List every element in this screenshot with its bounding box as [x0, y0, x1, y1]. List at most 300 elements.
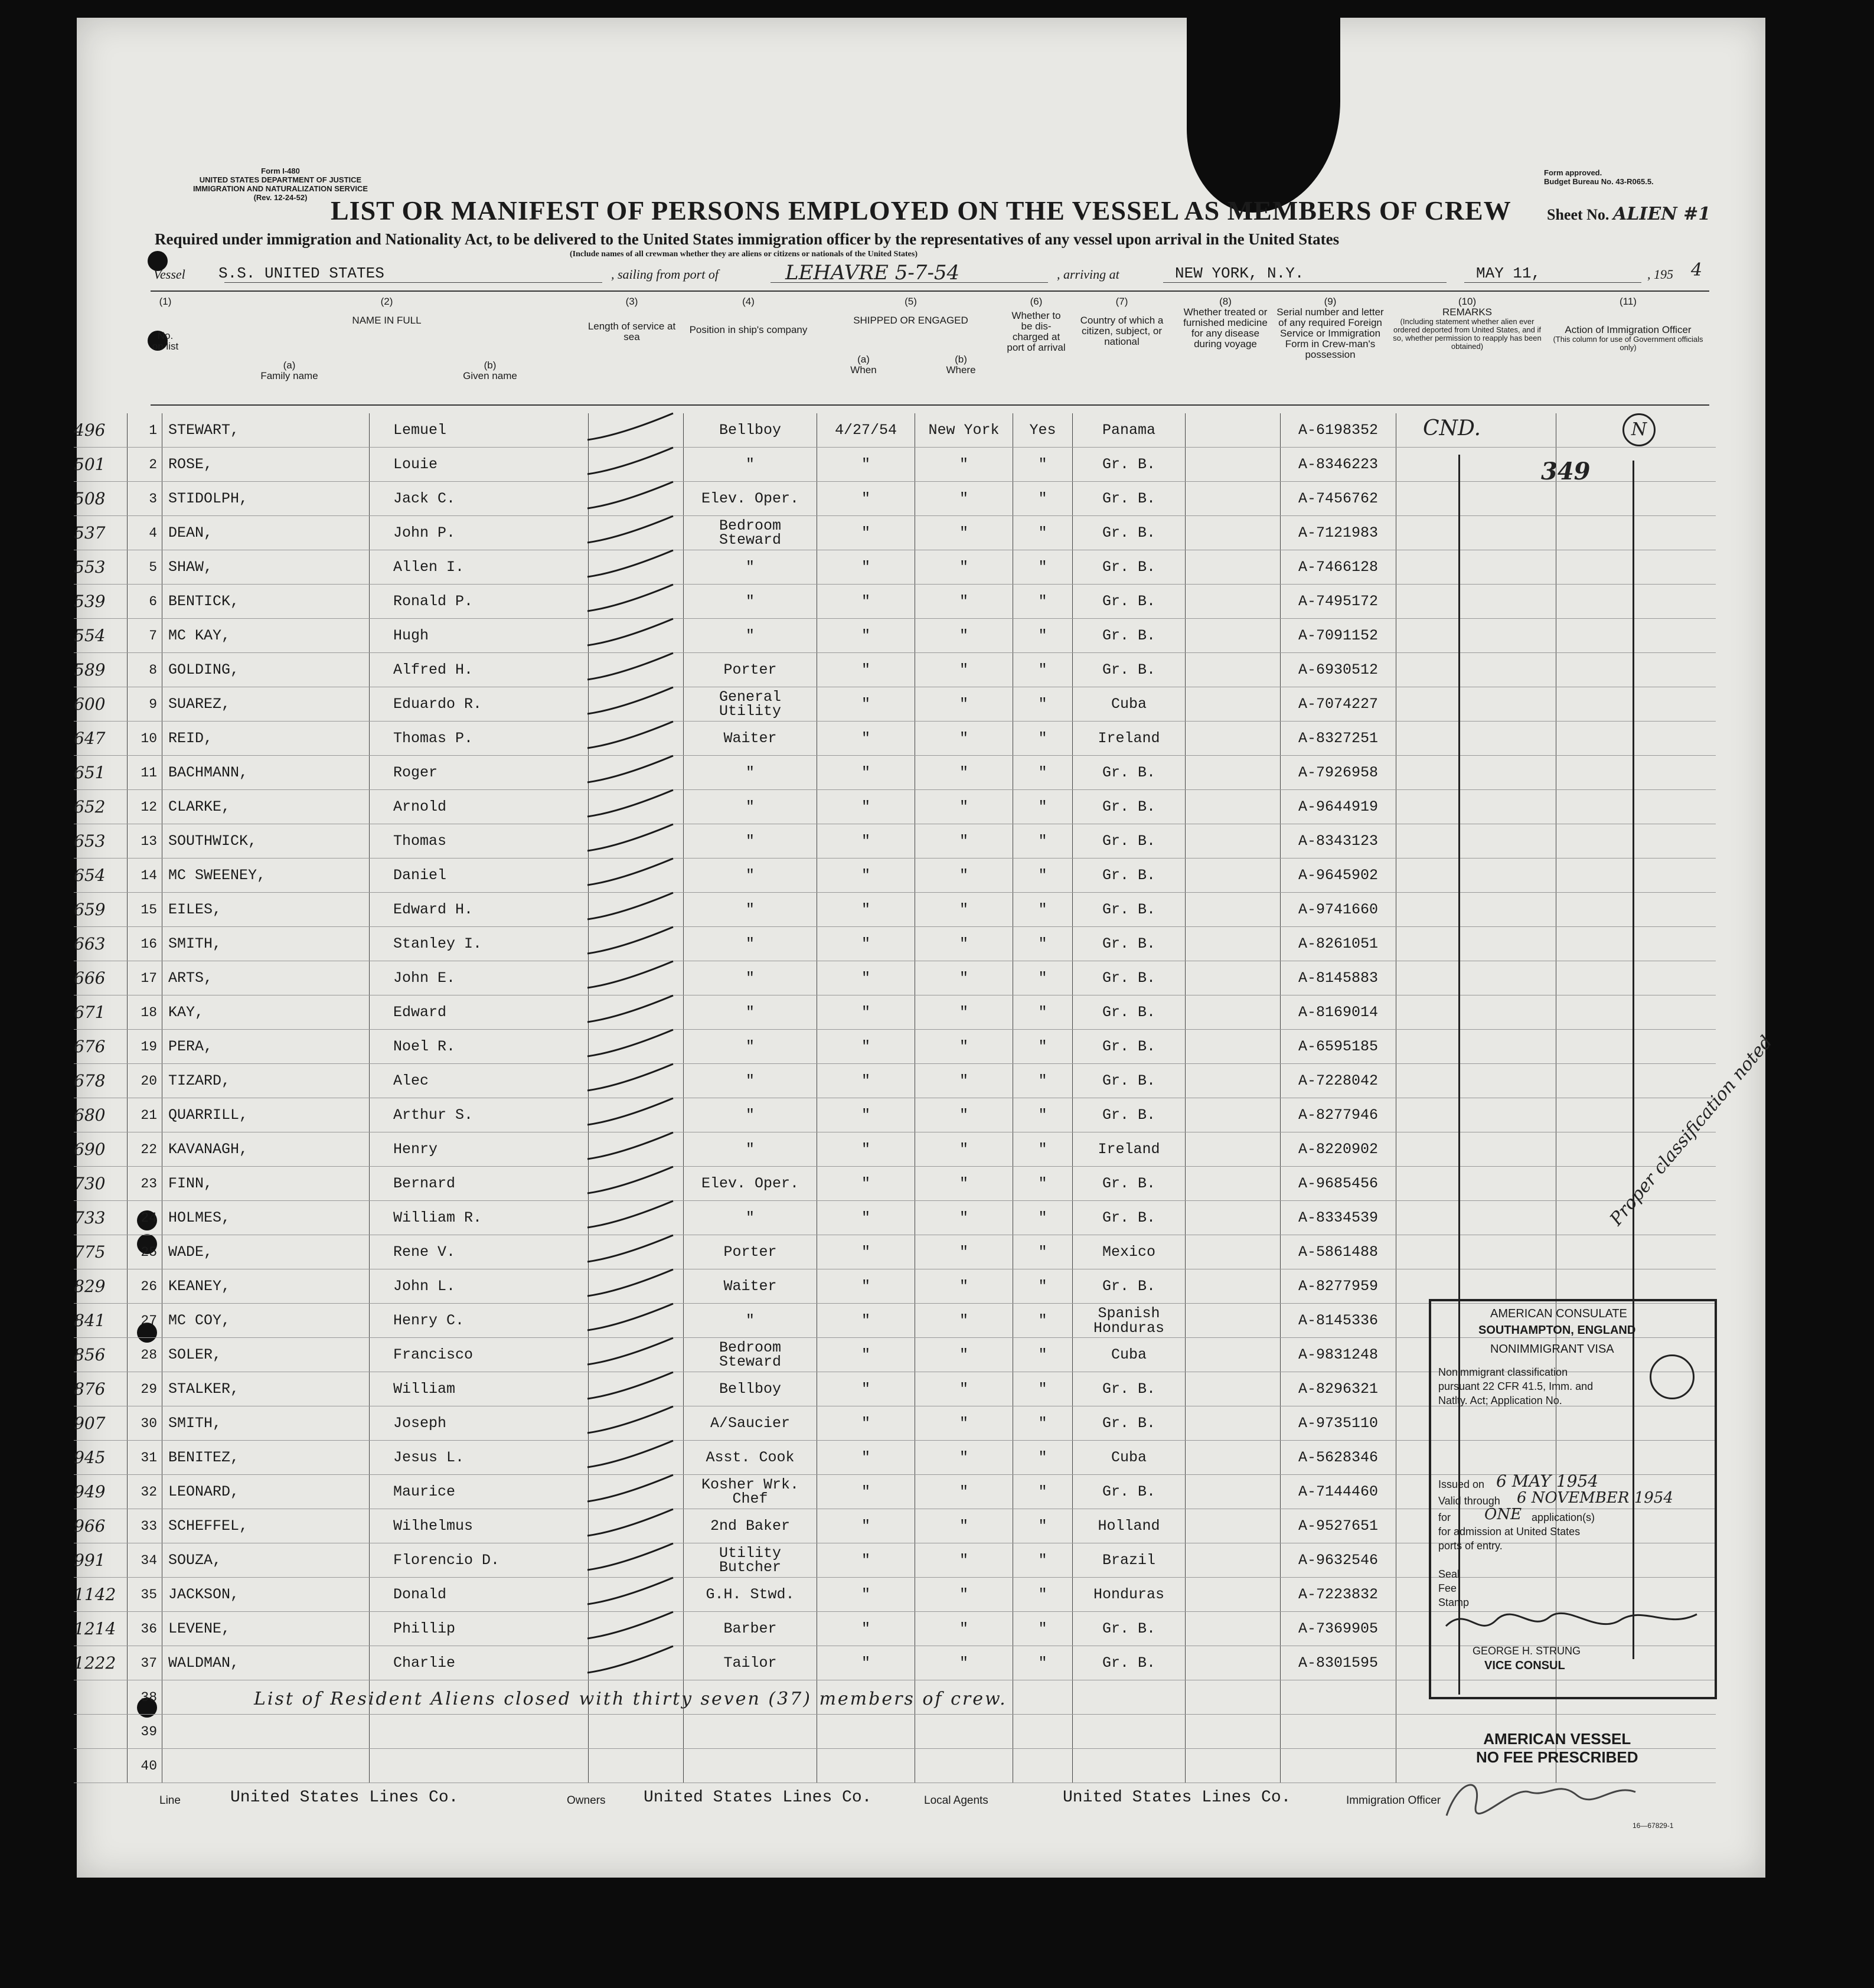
form-approval-block: [1544, 168, 1654, 186]
serial-number: A-5628346: [1281, 1441, 1396, 1475]
treated: [1186, 1030, 1281, 1064]
col10-num: (10): [1458, 296, 1477, 307]
immigration-action: [1556, 1235, 1716, 1269]
treated: [1186, 722, 1281, 756]
admission-text: for admission at United States: [1438, 1526, 1581, 1537]
entry-number: 949: [74, 1475, 128, 1509]
discharge: ": [1013, 516, 1073, 550]
position: 2nd Baker: [684, 1509, 817, 1543]
serial-number: A-8296321: [1281, 1372, 1396, 1406]
treated: [1186, 995, 1281, 1030]
for-value: ONE: [1484, 1506, 1522, 1523]
no-fee-text: NO FEE PRESCRIBED: [1476, 1748, 1638, 1766]
shipped-when: ": [817, 893, 915, 927]
length-slash-mark: [587, 482, 673, 508]
col10-header: [1390, 296, 1544, 351]
col2a-header: (a) Family name: [260, 360, 318, 381]
length-slash-mark: [587, 893, 673, 919]
discharge: ": [1013, 448, 1073, 482]
family-name: SMITH,: [162, 1406, 370, 1441]
length-slash-mark: [587, 995, 673, 1022]
serial-number: A-8327251: [1281, 722, 1396, 756]
col2-label: NAME IN FULL: [352, 315, 422, 326]
col7-num: (7): [1115, 296, 1128, 307]
family-name: HOLMES,: [162, 1201, 370, 1235]
entry-number: 945: [74, 1441, 128, 1475]
country: Gr. B.: [1073, 790, 1186, 824]
given-name: Henry C.: [370, 1304, 589, 1338]
entry-number: 508: [74, 482, 128, 516]
shipped-when: ": [817, 1235, 915, 1269]
shipped-when: ": [817, 482, 915, 516]
given-name: Maurice: [370, 1475, 589, 1509]
given-name: John P.: [370, 516, 589, 550]
entry-number: 856: [74, 1338, 128, 1372]
family-name: WALDMAN,: [162, 1646, 370, 1680]
given-name: Noel R.: [370, 1030, 589, 1064]
sheet-value: ALIEN #1: [1612, 204, 1711, 224]
country: Gr. B.: [1073, 1064, 1186, 1098]
discharge: ": [1013, 1406, 1073, 1441]
treated: [1186, 1235, 1281, 1269]
given-name: Alec: [370, 1064, 589, 1098]
family-name: ARTS,: [162, 961, 370, 995]
family-name: LEONARD,: [162, 1475, 370, 1509]
remarks: [1396, 619, 1556, 653]
position: ": [684, 1132, 817, 1167]
entry-number: 829: [74, 1269, 128, 1304]
row-number: 29: [128, 1372, 162, 1406]
position: ": [684, 927, 817, 961]
discharge: ": [1013, 1030, 1073, 1064]
shipped-where: ": [915, 893, 1013, 927]
shipped-when: ": [817, 927, 915, 961]
table-row: [74, 1235, 1716, 1269]
row-number: 38: [128, 1680, 162, 1715]
discharge: ": [1013, 1475, 1073, 1509]
col11-note: (This column for use of Government officials only): [1553, 335, 1703, 352]
line-label: Line: [159, 1794, 181, 1807]
treated: [1186, 1612, 1281, 1646]
arriving-label: , arriving at: [1057, 267, 1119, 282]
discharge: Yes: [1013, 413, 1073, 448]
length-slash-mark: [587, 1269, 673, 1296]
family-name: BENITEZ,: [162, 1441, 370, 1475]
row-number: 19: [128, 1030, 162, 1064]
col5b-header: (b) Where: [946, 354, 976, 376]
length-column-marks: [585, 401, 691, 1677]
discharge: ": [1013, 687, 1073, 722]
serial-number: A-8277946: [1281, 1098, 1396, 1132]
row-number: 9: [128, 687, 162, 722]
col7-label: Country of which a citizen, subject, or national: [1080, 315, 1164, 347]
length-of-service: [589, 1715, 684, 1749]
row-number: 2: [128, 448, 162, 482]
serial-number: A-7369905: [1281, 1612, 1396, 1646]
family-name: SOUTHWICK,: [162, 824, 370, 858]
col5-label: SHIPPED OR ENGAGED: [853, 315, 968, 326]
remarks: [1396, 995, 1556, 1030]
position: Bedroom Steward: [684, 1338, 817, 1372]
family-name: BENTICK,: [162, 585, 370, 619]
remarks: [1396, 516, 1556, 550]
col10-label: REMARKS: [1442, 306, 1493, 318]
length-of-service: [589, 1749, 684, 1783]
serial-number: A-8346223: [1281, 448, 1396, 482]
given-name: Roger: [370, 756, 589, 790]
shipped-when: ": [817, 1132, 915, 1167]
col4-num: (4): [742, 296, 755, 307]
shipped-where: ": [915, 722, 1013, 756]
length-slash-mark: [587, 687, 673, 714]
position: Bedroom Steward: [684, 516, 817, 550]
table-row: [74, 1167, 1716, 1201]
shipped-where: [915, 1749, 1013, 1783]
col9-label: Serial number and letter of any required Foreign Service or Immigration Form in Crew-man's possession: [1276, 306, 1384, 360]
valid-value: 6 NOVEMBER 1954: [1517, 1489, 1673, 1507]
serial-number: A-9735110: [1281, 1406, 1396, 1441]
serial-number: A-7926958: [1281, 756, 1396, 790]
consulate-visa-stamp: [1429, 1299, 1717, 1699]
country: Gr. B.: [1073, 995, 1186, 1030]
col8-label: Whether treated or furnished medicine for any disease during voyage: [1183, 306, 1268, 350]
family-name: [162, 1749, 370, 1783]
shipped-when: ": [817, 619, 915, 653]
given-name: Wilhelmus: [370, 1509, 589, 1543]
treated: [1186, 1509, 1281, 1543]
family-name: KAVANAGH,: [162, 1132, 370, 1167]
given-name: Lemuel: [370, 413, 589, 448]
col2b-header: (b) Given name: [463, 360, 517, 381]
country: Ireland: [1073, 722, 1186, 756]
entry-number: 841: [74, 1304, 128, 1338]
position: ": [684, 550, 817, 585]
serial-number: A-9645902: [1281, 858, 1396, 893]
immigration-action: [1556, 619, 1716, 653]
length-slash-mark: [587, 1167, 673, 1193]
shipped-when: ": [817, 790, 915, 824]
treated: [1186, 858, 1281, 893]
vessel-label: Vessel: [154, 267, 185, 282]
shipped-when: ": [817, 722, 915, 756]
row-number: 25: [128, 1235, 162, 1269]
length-slash-mark: [587, 1030, 673, 1056]
serial-number: A-5861488: [1281, 1235, 1396, 1269]
remark-cnd: CND.: [1423, 416, 1481, 440]
discharge: ": [1013, 858, 1073, 893]
immigration-action: [1556, 824, 1716, 858]
table-row: [74, 756, 1716, 790]
col4-label: Position in ship's company: [689, 324, 808, 335]
discharge: ": [1013, 893, 1073, 927]
entry-number: 654: [74, 858, 128, 893]
col7-header: [1069, 296, 1175, 347]
table-row: [74, 961, 1716, 995]
valid-label: Valid through: [1438, 1495, 1500, 1507]
discharge: ": [1013, 482, 1073, 516]
serial-number: A-9685456: [1281, 1167, 1396, 1201]
col3-header: [587, 296, 676, 342]
shipped-where: ": [915, 516, 1013, 550]
country: Gr. B.: [1073, 1646, 1186, 1680]
length-slash-mark: [587, 1612, 673, 1638]
position: G.H. Stwd.: [684, 1578, 817, 1612]
torn-corner: [1187, 18, 1340, 213]
family-name: JACKSON,: [162, 1578, 370, 1612]
row-number: 40: [128, 1749, 162, 1783]
owners-label: Owners: [567, 1794, 606, 1807]
family-name: DEAN,: [162, 516, 370, 550]
position: [684, 1715, 817, 1749]
sheet-number: [1547, 204, 1710, 224]
shipped-when: ": [817, 995, 915, 1030]
given-name: Stanley I.: [370, 927, 589, 961]
shipped-when: 4/27/54: [817, 413, 915, 448]
row-number: 27: [128, 1304, 162, 1338]
shipped-when: ": [817, 1269, 915, 1304]
length-slash-mark: [587, 448, 673, 474]
remarks: [1396, 1235, 1556, 1269]
table-row: [74, 927, 1716, 961]
row-number: 11: [128, 756, 162, 790]
entry-number: 663: [74, 927, 128, 961]
row-number: 17: [128, 961, 162, 995]
family-name: MC COY,: [162, 1304, 370, 1338]
length-slash-mark: [587, 1338, 673, 1364]
shipped-where: ": [915, 1475, 1013, 1509]
serial-number: A-9644919: [1281, 790, 1396, 824]
shipped-where: ": [915, 1372, 1013, 1406]
treated: [1186, 1201, 1281, 1235]
serial-number: [1281, 1749, 1396, 1783]
discharge: ": [1013, 1372, 1073, 1406]
agents-value: United States Lines Co.: [1063, 1788, 1291, 1807]
shipped-where: ": [915, 619, 1013, 653]
remarks: [1396, 927, 1556, 961]
treated: [1186, 1064, 1281, 1098]
family-name: SHAW,: [162, 550, 370, 585]
shipped-where: ": [915, 927, 1013, 961]
given-name: Arthur S.: [370, 1098, 589, 1132]
table-row: [74, 550, 1716, 585]
treated: [1186, 1475, 1281, 1509]
shipped-where: New York: [915, 413, 1013, 448]
position: Barber: [684, 1612, 817, 1646]
family-name: GOLDING,: [162, 653, 370, 687]
serial-number: A-6595185: [1281, 1030, 1396, 1064]
family-name: [162, 1715, 370, 1749]
family-name: KAY,: [162, 995, 370, 1030]
table-row: [74, 1098, 1716, 1132]
shipped-where: ": [915, 1441, 1013, 1475]
position: ": [684, 1304, 817, 1338]
position: General Utility: [684, 687, 817, 722]
shipped-when: ": [817, 516, 915, 550]
shipped-when: ": [817, 961, 915, 995]
application-label: application(s): [1532, 1512, 1595, 1523]
row-number: 3: [128, 482, 162, 516]
discharge: ": [1013, 1612, 1073, 1646]
length-slash-mark: [587, 722, 673, 748]
length-slash-mark: [587, 1304, 673, 1330]
issued-label: Issued on: [1438, 1478, 1485, 1490]
col1-header: [151, 296, 180, 352]
entry-number: 907: [74, 1406, 128, 1441]
immigration-action: [1556, 995, 1716, 1030]
col2-header: [186, 296, 587, 326]
entry-number: 876: [74, 1372, 128, 1406]
treated: [1186, 790, 1281, 824]
family-name: CLARKE,: [162, 790, 370, 824]
signer-title: VICE CONSUL: [1484, 1659, 1565, 1672]
shipped-when: ": [817, 1612, 915, 1646]
serial-number: A-9831248: [1281, 1338, 1396, 1372]
entry-number: 539: [74, 585, 128, 619]
table-row: [74, 1715, 1716, 1749]
country: Gr. B.: [1073, 1098, 1186, 1132]
row-number: 12: [128, 790, 162, 824]
position: Bellboy: [684, 413, 817, 448]
remarks: [1396, 482, 1556, 516]
length-slash-mark: [587, 413, 673, 440]
treated: [1186, 585, 1281, 619]
row-number: 16: [128, 927, 162, 961]
line-value: United States Lines Co.: [230, 1788, 459, 1807]
position: ": [684, 1201, 817, 1235]
length-slash-mark: [587, 550, 673, 577]
american-vessel-text: AMERICAN VESSEL: [1483, 1730, 1631, 1748]
length-slash-mark: [587, 1578, 673, 1604]
col10-note: (Including statement whether alien ever ordered deported from United States, and if so, whether permission to reapply has been obtained): [1393, 317, 1542, 351]
family-name: TIZARD,: [162, 1064, 370, 1098]
table-row: [74, 653, 1716, 687]
given-name: Florencio D.: [370, 1543, 589, 1578]
stamp-circle: [1650, 1354, 1695, 1399]
table-row: [74, 722, 1716, 756]
length-slash-mark: [587, 1509, 673, 1536]
discharge: ": [1013, 1441, 1073, 1475]
table-row: [74, 482, 1716, 516]
country: Gr. B.: [1073, 1612, 1186, 1646]
row-number: 21: [128, 1098, 162, 1132]
family-name: ROSE,: [162, 448, 370, 482]
budget-bureau: Budget Bureau No. 43-R065.5.: [1544, 177, 1654, 186]
position: ": [684, 1064, 817, 1098]
position: ": [684, 858, 817, 893]
margin-note: Proper classification noted: [1606, 1031, 1777, 1230]
remarks: [1396, 1167, 1556, 1201]
entry-number: 653: [74, 824, 128, 858]
immigration-action: [1556, 550, 1716, 585]
position: ": [684, 448, 817, 482]
treated: [1186, 756, 1281, 790]
family-name: SUAREZ,: [162, 687, 370, 722]
sailing-label: , sailing from port of: [611, 267, 719, 282]
immigration-action: [1556, 1064, 1716, 1098]
shipped-where: ": [915, 1612, 1013, 1646]
discharge: ": [1013, 995, 1073, 1030]
entry-number: 678: [74, 1064, 128, 1098]
shipped-where: ": [915, 756, 1013, 790]
discharge: ": [1013, 1543, 1073, 1578]
treated: [1186, 1132, 1281, 1167]
length-slash-mark: [587, 1098, 673, 1125]
treated: [1186, 550, 1281, 585]
col6-header: [1007, 296, 1066, 353]
position: Tailor: [684, 1646, 817, 1680]
shipped-where: ": [915, 1578, 1013, 1612]
serial-number: A-7223832: [1281, 1578, 1396, 1612]
country: Cuba: [1073, 1441, 1186, 1475]
country: Spanish Honduras: [1073, 1304, 1186, 1338]
stamp-line-2: SOUTHAMPTON, ENGLAND: [1478, 1324, 1636, 1337]
treated: [1186, 1749, 1281, 1783]
stamp-line-5: pursuant 22 CFR 41.5, Imm. and: [1438, 1380, 1594, 1392]
discharge: ": [1013, 1098, 1073, 1132]
family-name: SMITH,: [162, 927, 370, 961]
shipped-when: ": [817, 687, 915, 722]
country: Gr. B.: [1073, 824, 1186, 858]
row-number: 32: [128, 1475, 162, 1509]
row-number: 15: [128, 893, 162, 927]
given-name: John E.: [370, 961, 589, 995]
stamp-line-3: NONIMMIGRANT VISA: [1490, 1343, 1614, 1356]
position: ": [684, 1098, 817, 1132]
length-slash-mark: [587, 1441, 673, 1467]
given-name: Henry: [370, 1132, 589, 1167]
form-code: 16—67829-1: [1633, 1821, 1674, 1830]
row-number: 22: [128, 1132, 162, 1167]
treated: [1186, 1441, 1281, 1475]
family-name: REID,: [162, 722, 370, 756]
treated: [1186, 1167, 1281, 1201]
treated: [1186, 893, 1281, 927]
treated: [1186, 927, 1281, 961]
remarks: [1396, 756, 1556, 790]
entry-number: 671: [74, 995, 128, 1030]
serial-number: A-7495172: [1281, 585, 1396, 619]
stamp-line-6: Natlty. Act; Application No.: [1438, 1395, 1562, 1406]
remarks: [1396, 858, 1556, 893]
shipped-where: ": [915, 858, 1013, 893]
remarks: [1396, 824, 1556, 858]
row-number: 35: [128, 1578, 162, 1612]
position: ": [684, 961, 817, 995]
form-note: (Include names of all crewman whether they are aliens or citizens or nationals of the United States): [570, 250, 918, 259]
treated: [1186, 619, 1281, 653]
shipped-when: ": [817, 448, 915, 482]
length-slash-mark: [587, 824, 673, 851]
length-slash-mark: [587, 1201, 673, 1228]
family-name: STALKER,: [162, 1372, 370, 1406]
row-number: 37: [128, 1646, 162, 1680]
serial-number: A-8220902: [1281, 1132, 1396, 1167]
country: Honduras: [1073, 1578, 1186, 1612]
shipped-where: ": [915, 1201, 1013, 1235]
serial-number: [1281, 1680, 1396, 1715]
country: Gr. B.: [1073, 516, 1186, 550]
shipped-when: ": [817, 1509, 915, 1543]
position: Waiter: [684, 1269, 817, 1304]
remarks: [1396, 1269, 1556, 1304]
position: ": [684, 619, 817, 653]
length-slash-mark: [587, 653, 673, 680]
shipped-when: ": [817, 1338, 915, 1372]
sheet-label: Sheet No.: [1547, 206, 1609, 223]
shipped-when: [817, 1715, 915, 1749]
shipped-where: ": [915, 1167, 1013, 1201]
treated: [1186, 413, 1281, 448]
